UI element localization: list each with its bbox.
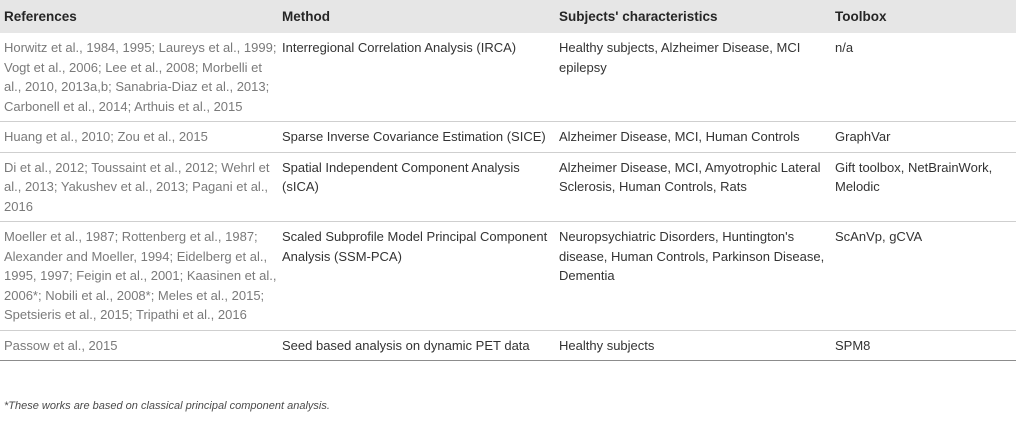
cell-references: Di et al., 2012; Toussaint et al., 2012; Wehrl et al., 2013; Yakushev et al., 2013; Pagani et al., 2016	[4, 159, 270, 214]
cell-toolbox: SPM8	[835, 337, 871, 353]
table-row	[0, 222, 1016, 331]
cell-toolbox: GraphVar	[835, 129, 891, 144]
footnote: *These works are based on classical principal component analysis.	[4, 400, 330, 412]
cell-subjects: Healthy subjects, Alzheimer Disease, MCI epilepsy	[559, 40, 801, 75]
cell-subjects: Alzheimer Disease, MCI, Amyotrophic Lateral Sclerosis, Human Controls, Rats	[559, 159, 821, 194]
cell-references: Huang et al., 2010; Zou et al., 2015	[4, 129, 208, 144]
table-row	[0, 122, 1016, 153]
cell-toolbox: n/a	[835, 40, 854, 55]
cell-method: Spatial Independent Component Analysis (sICA)	[282, 159, 520, 194]
header-method: Method	[282, 9, 330, 24]
table-row	[0, 33, 1016, 122]
cell-subjects: Neuropsychiatric Disorders, Huntington's disease, Human Controls, Parkinson Disease, Dementia	[559, 229, 825, 283]
header-subjects: Subjects' characteristics	[559, 9, 718, 24]
cell-subjects: Alzheimer Disease, MCI, Human Controls	[559, 129, 800, 144]
header-references: References	[4, 9, 77, 24]
cell-method: Interregional Correlation Analysis (IRCA)	[282, 40, 517, 55]
cell-subjects: Healthy subjects	[559, 337, 655, 353]
cell-method: Sparse Inverse Covariance Estimation (SICE)	[282, 129, 546, 144]
cell-references: Passow et al., 2015	[4, 337, 118, 353]
cell-method: Seed based analysis on dynamic PET data	[282, 337, 530, 353]
cell-references: Horwitz et al., 1984, 1995; Laureys et al., 1999; Vogt et al., 2006; Lee et al., 2008; Morbelli et al., 2010, 2013a,b; Sanabria-Diaz et al., 2013; Carbonell et al., 2014; Arthuis et al., 2015	[4, 40, 277, 114]
header-row	[0, 0, 1016, 33]
cell-toolbox: Gift toolbox, NetBrainWork, Melodic	[835, 159, 993, 194]
header-toolbox: Toolbox	[835, 9, 887, 24]
cell-method: Scaled Subprofile Model Principal Component Analysis (SSM-PCA)	[282, 229, 548, 264]
table-row	[0, 330, 1016, 361]
cell-references: Moeller et al., 1987; Rottenberg et al., 1987; Alexander and Moeller, 1994; Eidelberg et al., 1995, 1997; Feigin et al., 2001; Kaasinen et al., 2006*; Nobili et al., 2008*; Meles et al., 2015; Spetsieris et al., 2015; Tripathi et al., 2016	[4, 229, 277, 322]
table-row	[0, 152, 1016, 222]
cell-toolbox: ScAnVp, gCVA	[835, 229, 923, 244]
